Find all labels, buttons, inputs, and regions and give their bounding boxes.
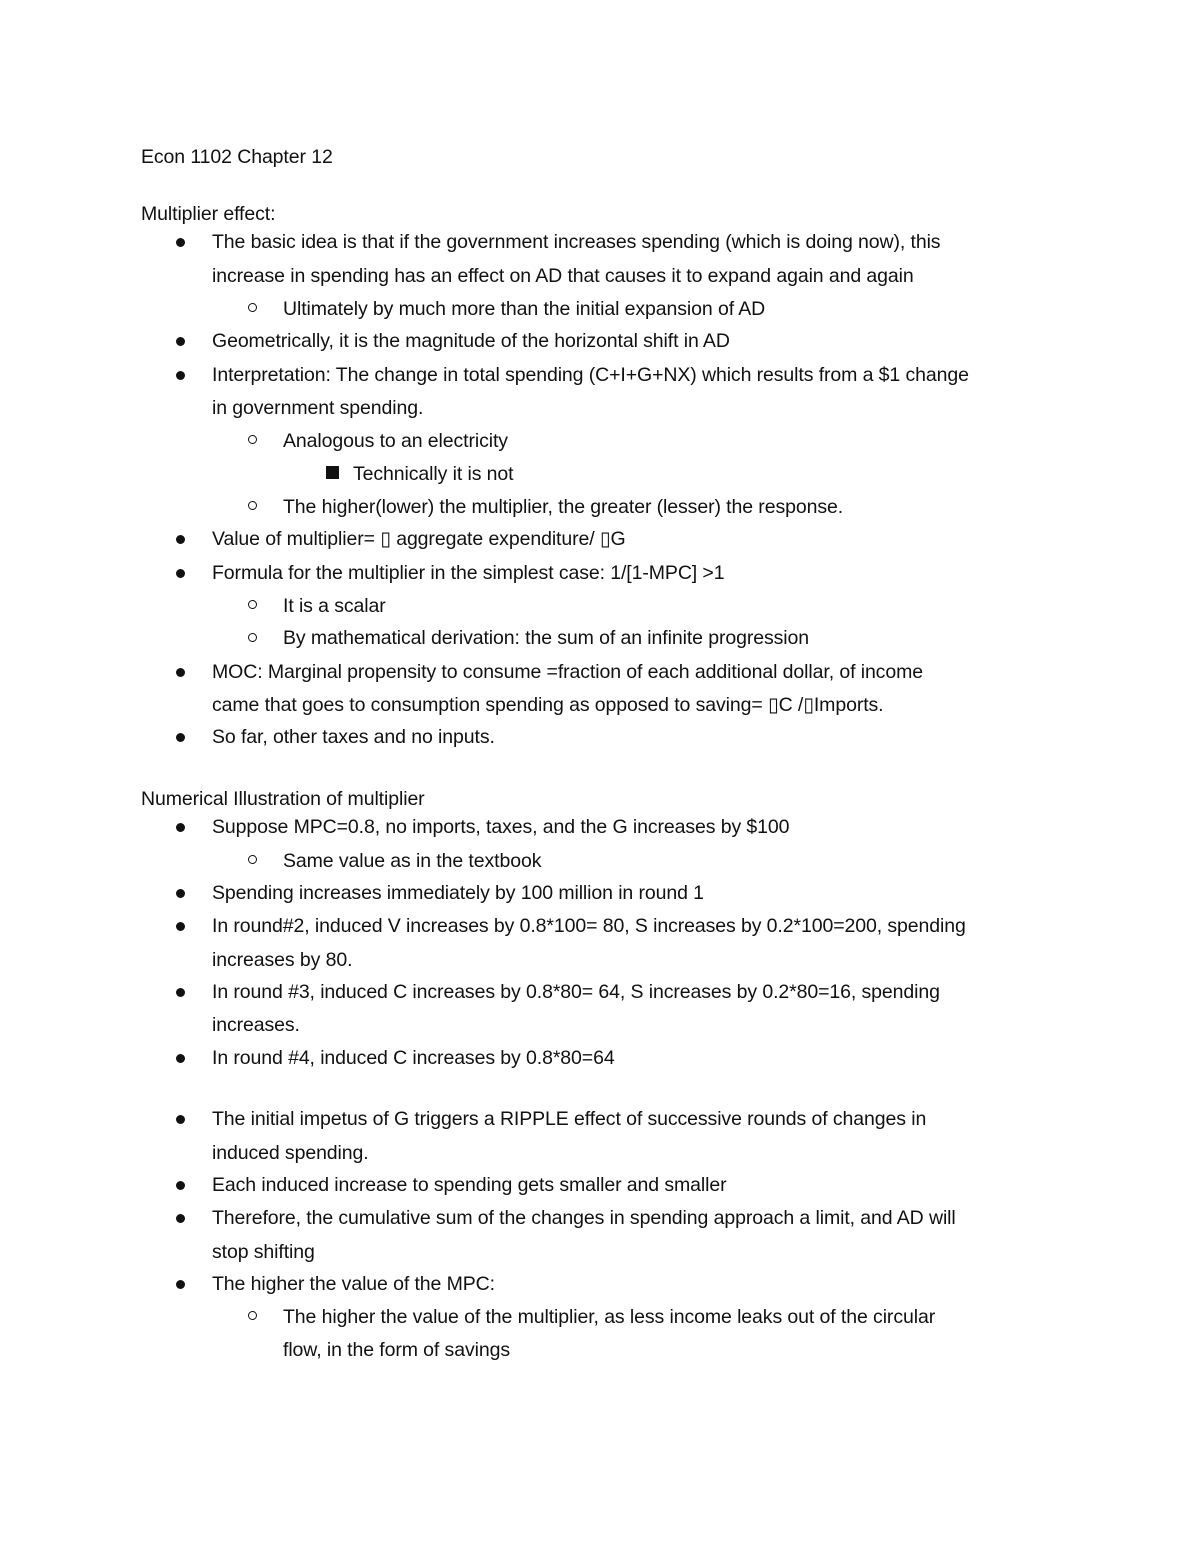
list-item: Geometrically, it is the magnitude of the horizontal shift in AD [212, 330, 730, 352]
list-item: The initial impetus of G triggers a RIPPLE effect of successive rounds of changes in [212, 1108, 927, 1130]
sub-list-item: Ultimately by much more than the initial expansion of AD [283, 298, 766, 320]
bullet-disc-icon [176, 238, 185, 247]
list-item: In round #4, induced C increases by 0.8*80=64 [212, 1047, 615, 1069]
list-item-continuation: stop shifting [212, 1241, 315, 1263]
page-title: Econ 1102 Chapter 12 [141, 146, 333, 168]
list-item-continuation: in government spending. [212, 397, 424, 419]
bullet-disc-icon [176, 1115, 185, 1124]
bullet-disc-icon [176, 668, 185, 677]
list-item: Formula for the multiplier in the simplest case: 1/[1-MPC] >1 [212, 562, 725, 584]
bullet-circle-icon [248, 1311, 257, 1320]
bullet-disc-icon [176, 1280, 185, 1289]
sub-list-item: It is a scalar [283, 595, 386, 617]
bullet-disc-icon [176, 371, 185, 380]
bullet-circle-icon [248, 435, 257, 444]
list-item: So far, other taxes and no inputs. [212, 726, 495, 748]
section-heading-numerical: Numerical Illustration of multiplier [141, 788, 425, 810]
sub-list-item: Analogous to an electricity [283, 430, 508, 452]
bullet-disc-icon [176, 922, 185, 931]
list-item: Suppose MPC=0.8, no imports, taxes, and the G increases by $100 [212, 816, 790, 838]
bullet-circle-icon [248, 501, 257, 510]
list-item: Each induced increase to spending gets smaller and smaller [212, 1174, 727, 1196]
list-item: Spending increases immediately by 100 million in round 1 [212, 882, 704, 904]
sub-list-item: Same value as in the textbook [283, 850, 542, 872]
sub-list-item: By mathematical derivation: the sum of an infinite progression [283, 627, 809, 649]
list-item: In round #3, induced C increases by 0.8*80= 64, S increases by 0.2*80=16, spending [212, 981, 940, 1003]
list-item: In round#2, induced V increases by 0.8*100= 80, S increases by 0.2*100=200, spending [212, 915, 966, 937]
bullet-disc-icon [176, 535, 185, 544]
bullet-disc-icon [176, 1214, 185, 1223]
sub-list-item-continuation: flow, in the form of savings [283, 1339, 510, 1361]
list-item: MOC: Marginal propensity to consume =fraction of each additional dollar, of income [212, 661, 923, 683]
sub-sub-list-item: Technically it is not [353, 463, 514, 485]
bullet-circle-icon [248, 633, 257, 642]
list-item-continuation: induced spending. [212, 1142, 369, 1164]
bullet-disc-icon [176, 1181, 185, 1190]
list-item: The higher the value of the MPC: [212, 1273, 495, 1295]
bullet-disc-icon [176, 569, 185, 578]
bullet-circle-icon [248, 303, 257, 312]
list-item-continuation: increases by 80. [212, 949, 353, 971]
sub-list-item: The higher(lower) the multiplier, the greater (lesser) the response. [283, 496, 844, 518]
list-item-continuation: came that goes to consumption spending as opposed to saving= ▯C /▯Imports. [212, 694, 884, 716]
section-heading-multiplier: Multiplier effect: [141, 203, 276, 225]
bullet-disc-icon [176, 1054, 185, 1063]
bullet-disc-icon [176, 337, 185, 346]
bullet-disc-icon [176, 988, 185, 997]
list-item: Value of multiplier= ▯ aggregate expenditure/ ▯G [212, 528, 626, 550]
list-item-continuation: increases. [212, 1014, 300, 1036]
list-item-continuation: increase in spending has an effect on AD that causes it to expand again and again [212, 265, 914, 287]
list-item: Therefore, the cumulative sum of the changes in spending approach a limit, and AD will [212, 1207, 956, 1229]
bullet-square-icon [326, 466, 339, 479]
sub-list-item: The higher the value of the multiplier, as less income leaks out of the circular [283, 1306, 936, 1328]
bullet-disc-icon [176, 733, 185, 742]
list-item: The basic idea is that if the government increases spending (which is doing now), this [212, 231, 941, 253]
list-item: Interpretation: The change in total spending (C+I+G+NX) which results from a $1 change [212, 364, 969, 386]
bullet-circle-icon [248, 600, 257, 609]
bullet-disc-icon [176, 889, 185, 898]
bullet-circle-icon [248, 855, 257, 864]
bullet-disc-icon [176, 823, 185, 832]
